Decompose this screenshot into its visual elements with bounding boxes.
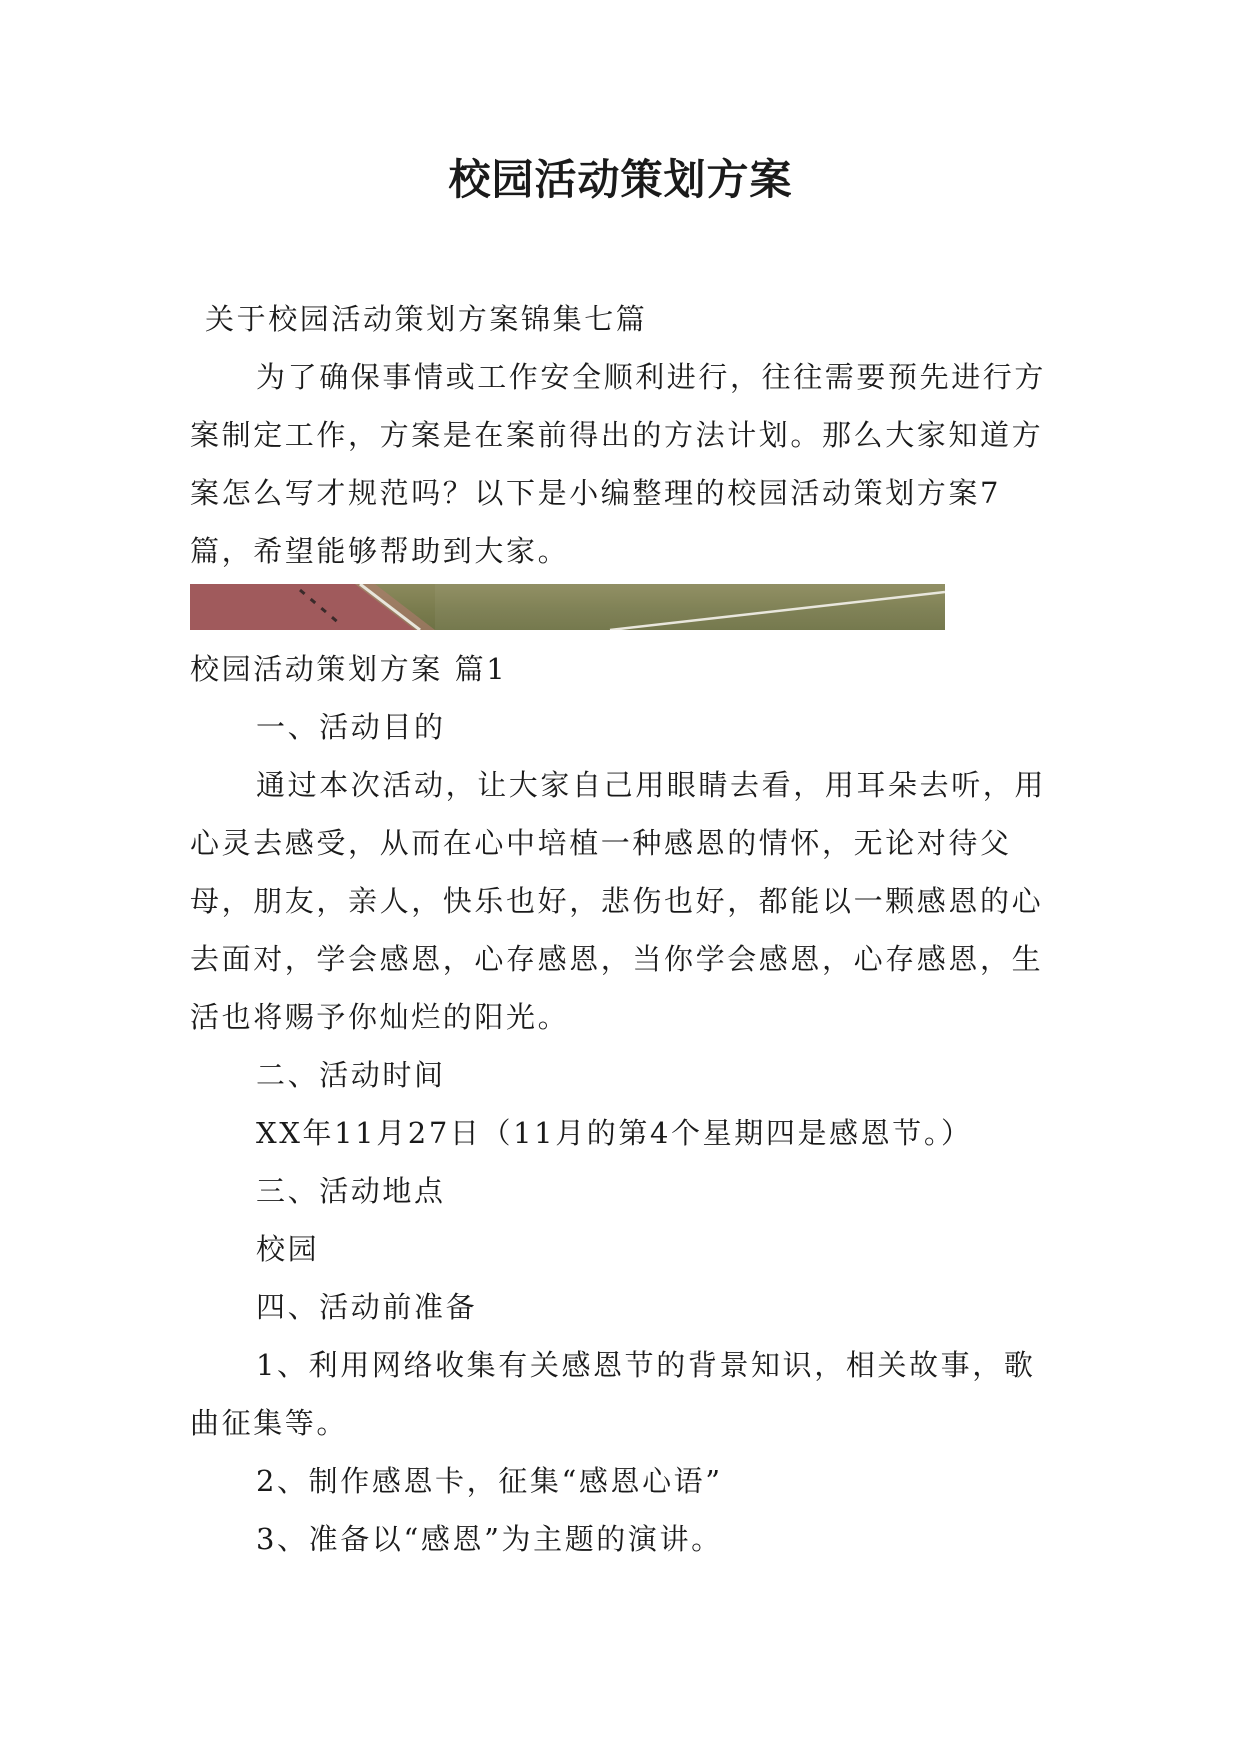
page-title: 校园活动策划方案	[448, 155, 793, 204]
intro-paragraph: 为了确保事情或工作安全顺利进行，往往需要预先进行方案制定工作，方案是在案前得出的方法计划。那么大家知道方案怎么写才规范吗？以下是小编整理的校园活动策划方案7篇，希望能够帮助到大家。	[190, 360, 1047, 568]
section-paragraph: 二、活动时间	[256, 1058, 446, 1092]
section-paragraph: 一、活动目的	[256, 710, 446, 744]
section-paragraph: 1、利用网络收集有关感恩节的背景知识，相关故事，歌曲征集等。	[190, 1348, 1036, 1440]
section-paragraph: XX年11月27日（11月的第4个星期四是感恩节。）	[256, 1116, 973, 1150]
banner-image-sports-field	[190, 584, 945, 630]
document-body	[190, 290, 1060, 1568]
field-shade	[435, 584, 945, 630]
document-subtitle: 关于校园活动策划方案锦集七篇	[205, 302, 648, 336]
section-paragraph: 2、制作感恩卡，征集“感恩心语”	[256, 1464, 723, 1498]
section-paragraph: 三、活动地点	[256, 1174, 446, 1208]
sports-field-graphic	[190, 584, 945, 630]
section-paragraph: 校园	[256, 1232, 320, 1266]
section-items	[190, 698, 1060, 1568]
section-paragraph: 四、活动前准备	[256, 1290, 478, 1324]
section-paragraph: 通过本次活动，让大家自己用眼睛去看，用耳朵去听，用心灵去感受，从而在心中培植一种感恩的情怀，无论对待父母，朋友，亲人，快乐也好，悲伤也好，都能以一颗感恩的心去面对，学会感恩，心存感恩，当你学会感恩，心存感恩，生活也将赐予你灿烂的阳光。	[190, 768, 1047, 1034]
section-paragraph: 3、准备以“感恩”为主题的演讲。	[256, 1522, 723, 1556]
section-heading: 校园活动策划方案 篇1	[190, 652, 508, 686]
